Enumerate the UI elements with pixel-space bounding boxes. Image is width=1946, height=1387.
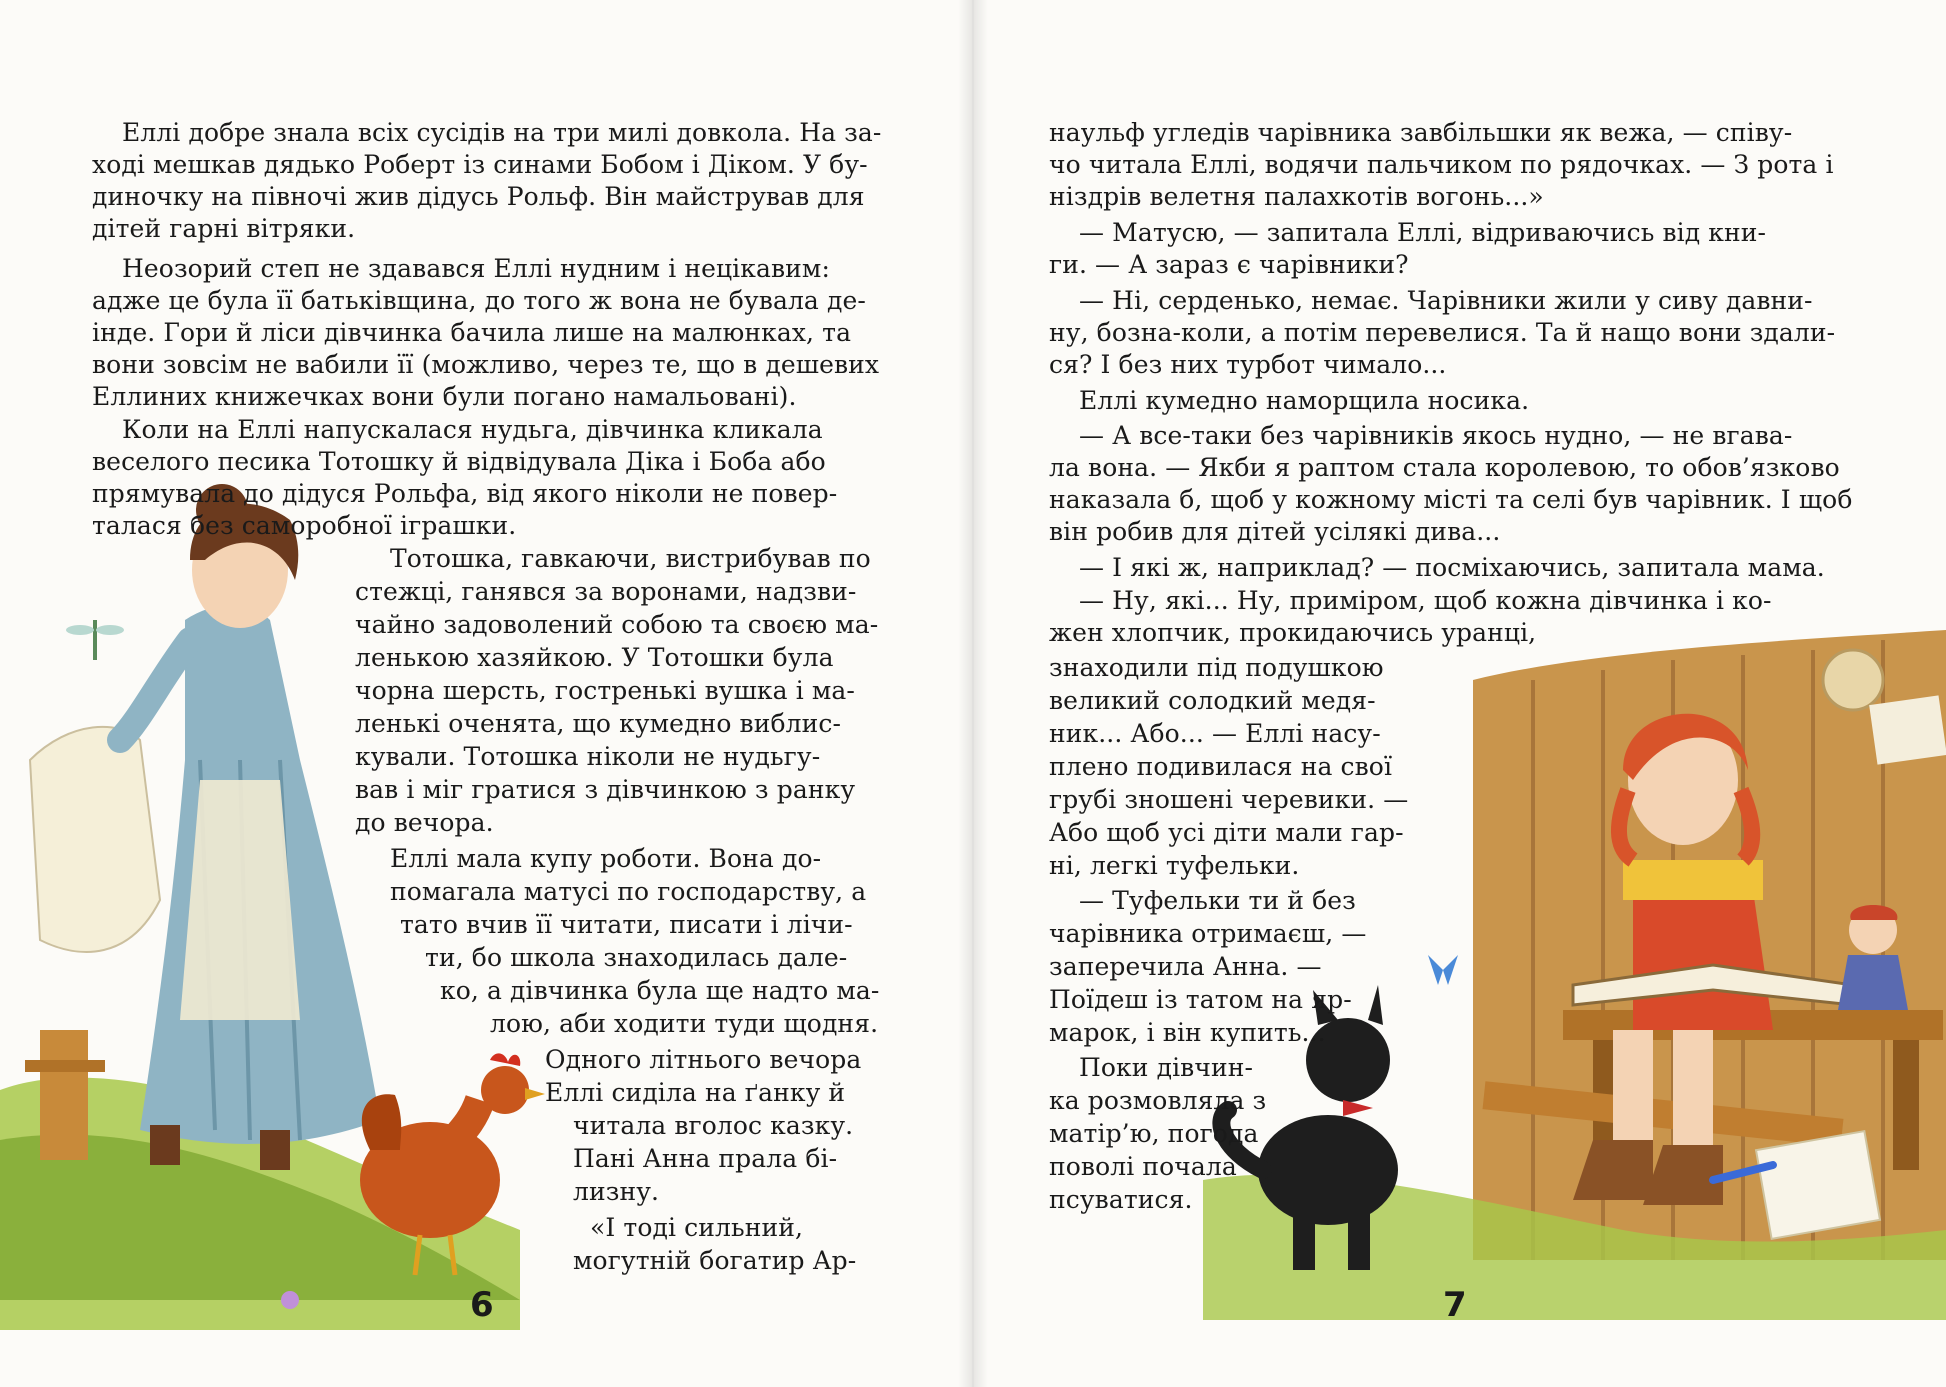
text-line: ко, а дівчинка була ще надто ма- [440, 976, 880, 1005]
text-line: стежці, ганявся за воронами, надзви- [355, 577, 857, 606]
text-line: — Ну, які... Ну, приміром, щоб кожна дівчинка і ко- [1079, 586, 1772, 615]
text-line: він робив для дітей усілякі дива... [1049, 517, 1501, 546]
text-line: плено подивилася на свої [1049, 752, 1393, 781]
text-line: талася без саморобної іграшки. [92, 511, 517, 540]
text-line: чорна шерсть, гостренькі вушка і ма- [355, 676, 855, 705]
text-line: ході мешкав дядько Роберт із синами Бобом і Діком. У бу- [92, 150, 868, 179]
text-line: Або щоб усі діти мали гар- [1049, 818, 1404, 847]
text-line: інде. Гори й ліси дівчинка бачила лише на малюнках, та [92, 318, 852, 347]
text-line: адже це була її батьківщина, до того ж вона не бувала де- [92, 286, 866, 315]
text-line: Тотошка, гавкаючи, вистрибував по [390, 544, 871, 573]
text-line: лизну. [573, 1177, 660, 1206]
text-line: Еллі сиділа на ґанку й [545, 1078, 846, 1107]
text-line: Еллі добре знала всіх сусідів на три милі довкола. На за- [122, 118, 882, 147]
text-line: ник... Або... — Еллі насу- [1049, 719, 1381, 748]
right-page [973, 0, 1946, 1387]
text-line: наказала б, щоб у кожному місті та селі був чарівник. І щоб [1049, 485, 1853, 514]
text-line: кували. Тотошка ніколи не нудьгу- [355, 742, 821, 771]
text-line: веселого песика Тотошку й відвідувала Діка і Боба або [92, 447, 826, 476]
text-line: ні, легкі туфельки. [1049, 851, 1300, 880]
text-line: ну, бозна-коли, а потім перевелися. Та й нащо вони здали- [1049, 318, 1836, 347]
text-line: псуватися. [1049, 1185, 1193, 1214]
text-line: — А все-таки без чарівників якось нудно, — не вгава- [1079, 421, 1793, 450]
text-line: — Ні, серденько, немає. Чарівники жили у сиву давни- [1079, 286, 1813, 315]
text-line: Коли на Еллі напускалася нудьга, дівчинка кликала [122, 415, 823, 444]
text-line: ти, бо школа знаходилась дале- [425, 943, 848, 972]
text-line: чайно задоволений собою та своєю ма- [355, 610, 879, 639]
text-line: «І тоді сильний, [590, 1213, 804, 1242]
text-line: чо читала Еллі, водячи пальчиком по рядочках. — З рота і [1049, 150, 1834, 179]
text-line: матір’ю, погода [1049, 1119, 1259, 1148]
text-line: великий солодкий медя- [1049, 686, 1376, 715]
text-line: — Матусю, — запитала Еллі, відриваючись від кни- [1079, 218, 1767, 247]
text-line: — Туфельки ти й без [1079, 886, 1356, 915]
text-line: диночку на півночі жив дідусь Рольф. Він майстрував для [92, 182, 865, 211]
text-line: заперечила Анна. — [1049, 952, 1322, 981]
text-line: лою, аби ходити туди щодня. [490, 1009, 879, 1038]
page-number: 7 [1443, 1285, 1467, 1325]
text-line: прямувала до дідуся Рольфа, від якого ніколи не повер- [92, 479, 838, 508]
text-line: до вечора. [355, 808, 494, 837]
text-line: могутній богатир Ар- [573, 1246, 857, 1275]
text-line: Поки дівчин- [1079, 1053, 1254, 1082]
text-line: Поїдеш із татом на яр- [1049, 985, 1352, 1014]
text-line: — І які ж, наприклад? — посміхаючись, запитала мама. [1079, 553, 1825, 582]
text-line: Еллі мала купу роботи. Вона до- [390, 844, 822, 873]
text-line: марок, і він купить... [1049, 1018, 1326, 1047]
text-line: помагала матусі по господарству, а [390, 877, 867, 906]
text-line: тато вчив її читати, писати і лічи- [400, 910, 853, 939]
text-line: вав і міг гратися з дівчинкою з ранку [355, 775, 856, 804]
text-line: наульф угледів чарівника завбільшки як вежа, — співу- [1049, 118, 1793, 147]
text-line: дітей гарні вітряки. [92, 214, 356, 243]
text-line: Еллі кумедно наморщила носика. [1079, 386, 1530, 415]
text-line: Еллиних книжечках вони були погано намальовані). [92, 382, 797, 411]
text-line: ніздрів велетня палахкотів вогонь...» [1049, 182, 1544, 211]
text-line: читала вголос казку. [573, 1111, 854, 1140]
text-line: Одного літнього вечора [545, 1045, 862, 1074]
text-line: ленькою хазяйкою. У Тотошки була [355, 643, 834, 672]
text-line: вони зовсім не вабили її (можливо, через те, що в дешевих [92, 350, 880, 379]
text-line: ленькі оченята, що кумедно виблис- [355, 709, 842, 738]
text-line: знаходили під подушкою [1049, 653, 1384, 682]
text-line: Пані Анна прала бі- [573, 1144, 838, 1173]
text-line: Неозорий степ не здавався Еллі нудним і нецікавим: [122, 254, 831, 283]
text-line: ка розмовляла з [1049, 1086, 1267, 1115]
page-number: 6 [470, 1285, 494, 1325]
text-line: поволі почала [1049, 1152, 1237, 1181]
text-line: ла вона. — Якби я раптом стала королевою, то обов’язково [1049, 453, 1840, 482]
text-line: жен хлопчик, прокидаючись уранці, [1049, 618, 1537, 647]
text-line: грубі зношені черевики. — [1049, 785, 1409, 814]
text-line: ся? І без них турбот чимало... [1049, 350, 1447, 379]
text-line: чарівника отримаєш, — [1049, 919, 1367, 948]
text-line: ги. — А зараз є чарівники? [1049, 250, 1409, 279]
